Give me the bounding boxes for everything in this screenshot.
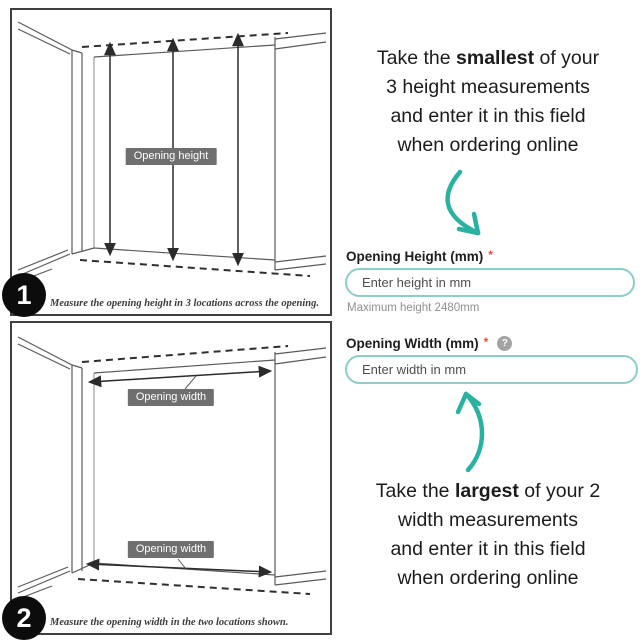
curved-arrow-up-icon (446, 386, 506, 476)
height-diagram-caption: Measure the opening height in 3 locations across the opening. (50, 298, 319, 309)
width-instruction-text (336, 477, 640, 593)
instruction-line: and enter it in this field (390, 105, 586, 127)
instruction-line: width measurements (398, 509, 578, 531)
required-asterisk: * (488, 247, 493, 262)
width-diagram-caption: Measure the opening width in the two locations shown. (50, 617, 289, 628)
step-2-badge (2, 596, 46, 640)
height-instruction-text (336, 44, 640, 160)
opening-width-input[interactable] (345, 355, 638, 384)
help-question-icon[interactable]: ? (497, 336, 512, 351)
height-diagram-panel (10, 8, 332, 316)
width-diagram-drawing (12, 323, 330, 633)
opening-height-field-label: Opening Height (mm) * (346, 247, 493, 264)
instruction-line: Take the smallest of your (376, 47, 600, 69)
instruction-line: when ordering online (397, 134, 579, 156)
step-1-number: 1 (16, 279, 32, 310)
opening-height-input[interactable] (345, 268, 635, 297)
opening-width-tag-bottom: Opening width (128, 541, 214, 558)
width-diagram-panel (10, 321, 332, 635)
step-1-badge (2, 273, 46, 317)
required-asterisk: * (483, 334, 489, 349)
instruction-line: 3 height measurements (386, 76, 590, 98)
instruction-line: and enter it in this field (390, 538, 586, 560)
step-2-number: 2 (16, 602, 32, 633)
opening-width-tag-top: Opening width (128, 389, 214, 406)
instruction-line: when ordering online (397, 567, 579, 589)
curved-arrow-down-icon (430, 167, 510, 252)
max-height-helper-text: Maximum height 2480mm (347, 302, 480, 314)
opening-width-field-label: Opening Width (mm) * ? (346, 336, 512, 351)
instruction-line: Take the largest of your 2 (375, 480, 601, 502)
opening-height-tag: Opening height (126, 148, 217, 165)
